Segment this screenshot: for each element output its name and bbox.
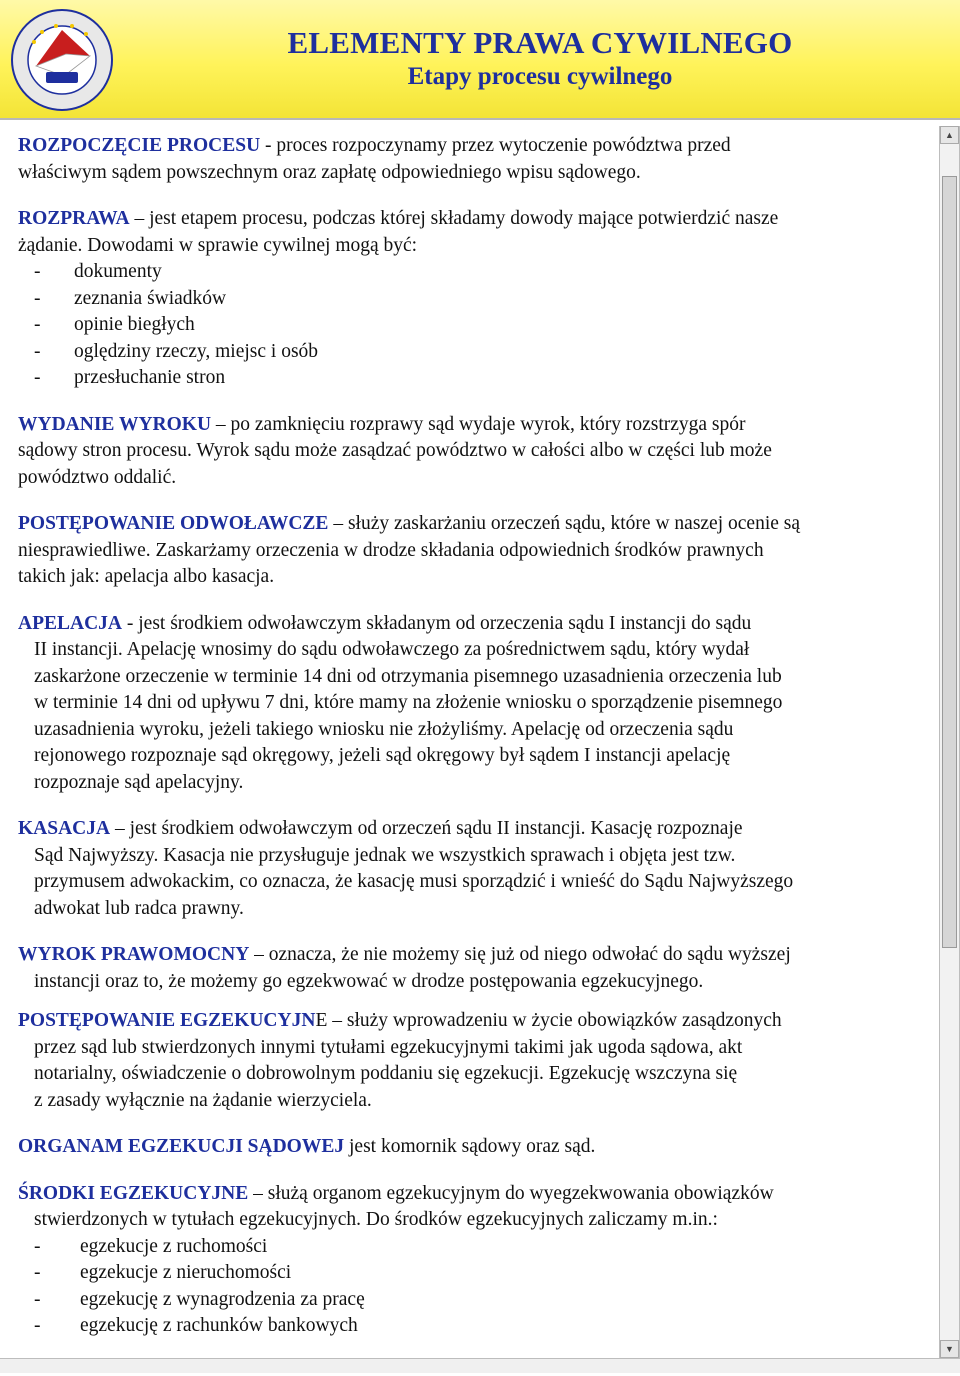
forum-logo-icon: [6, 6, 118, 114]
list-item: - oględziny rzeczy, miejsc i osób: [34, 340, 319, 362]
section-srodki-egzekucyjne: ŚRODKI EGZEKUCYJNE – służą organom egzekucyjnym do wyegzekwowania obowiązków stwierdzonych w tytułach egzekucyjnych. Do środków egzekucyjnych zaliczamy m.in.:: [18, 1182, 774, 1230]
page-subtitle: Etapy procesu cywilnego: [407, 63, 673, 90]
list-item: - dokumenty: [34, 261, 162, 282]
scroll-up-icon[interactable]: ▲: [940, 126, 959, 144]
document-body: [18, 133, 931, 1340]
list-item: - egzekucje z nieruchomości: [34, 1262, 292, 1283]
section-postepowanie-egzekucyjne: POSTĘPOWANIE EGZEKUCYJNE – służy wprowadzeniu w życie obowiązków zasądzonych przez sąd lub stwierdzonych innymi tytułami egzekucyjnymi takimi jak ugoda sądowa, akt notarialny, oświadczenie o dobrowolnym poddaniu się egzekucji. Egzekucję wszczyna się z zasady wyłącznie na żądanie wierzyciela.: [18, 1010, 782, 1111]
section-apelacja: APELACJA - jest środkiem odwoławczym składanym od orzeczenia sądu I instancji do sądu II instancji. Apelację wnosimy do sądu odwoławczego za pośrednictwem sądu, który wydał zaskarżone orzeczenie w terminie 14 dni od otrzymania pisemnego uzasadnienia orzeczenia lub w terminie 14 dni od upływu 7 dni, które mamy na złożenie wniosku o sporządzenie pisemnego uzasadnienia wyroku, jeżeli takiego wniosku nie złożyliśmy. Apelację od orzeczenia sądu rejonowego rozpoznaje sąd okręgowy, jeżeli sąd okręgowy był sądem I instancji apelację rozpoznaje sąd apelacyjny.: [18, 612, 783, 793]
evidence-list: [18, 259, 931, 392]
section-term: WYROK PRAWOMOCNY: [18, 944, 250, 965]
section-rozprawa: ROZPRAWA – jest etapem procesu, podczas której składamy dowody mające potwierdzić nasze żądanie. Dowodami w sprawie cywilnej mogą być:: [18, 208, 779, 256]
section-term: ROZPRAWA: [18, 208, 130, 229]
list-item: - egzekucję z wynagrodzenia za pracę: [34, 1288, 365, 1310]
section-term: ROZPOCZĘCIE PROCESU: [18, 135, 261, 156]
section-organ-egzekucji: ORGANAM EGZEKUCJI SĄDOWEJ jest komornik sądowy oraz sąd.: [18, 1136, 596, 1157]
scroll-thumb[interactable]: [942, 176, 957, 948]
list-item: - egzekucje z ruchomości: [34, 1235, 268, 1257]
list-item: - przesłuchanie stron: [34, 367, 226, 388]
section-kasacja: KASACJA – jest środkiem odwoławczym od orzeczeń sądu II instancji. Kasację rozpoznaje Sąd Najwyższy. Kasacja nie przysługuje jednak we wszystkich sprawach i objęta jest tzw. przymusem adwokackim, co oznacza, że kasację musi sporządzić i wnieść do Sądu Najwyższego adwokat lub radca prawny.: [18, 818, 794, 919]
section-rozpoczecie: ROZPOCZĘCIE PROCESU - proces rozpoczynamy przez wytoczenie powództwa przed właściwym sądem powszechnym oraz zapłatę odpowiedniego wpisu sądowego.: [18, 135, 731, 183]
list-item: - opinie biegłych: [34, 314, 195, 335]
section-term: APELACJA: [18, 612, 123, 634]
section-term: WYDANIE WYROKU: [18, 413, 212, 435]
section-term: ŚRODKI EGZEKUCYJNE: [18, 1182, 249, 1204]
section-wyrok-prawomocny: WYROK PRAWOMOCNY – oznacza, że nie możemy się już od niego odwołać do sądu wyższej instancji oraz to, że możemy go egzekwować w drodze postępowania egzekucyjnego.: [18, 944, 791, 992]
section-postepowanie-odwolawcze: POSTĘPOWANIE ODWOŁAWCZE – służy zaskarżaniu orzeczeń sądu, które w naszej ocenie są niesprawiedliwe. Zaskarżamy orzeczenia w drodze składania odpowiednich środków prawnych takich jak: apelacja albo kasacja.: [18, 513, 801, 587]
list-item: - zeznania świadków: [34, 287, 227, 309]
bottom-bar: [0, 1358, 960, 1373]
section-term: POSTĘPOWANIE ODWOŁAWCZE: [18, 513, 329, 534]
section-term: KASACJA: [18, 818, 111, 839]
vertical-scrollbar[interactable]: [939, 126, 960, 1358]
page-title: ELEMENTY PRAWA CYWILNEGO: [287, 25, 793, 60]
section-wydanie-wyroku: WYDANIE WYROKU – po zamknięciu rozprawy sąd wydaje wyrok, który rozstrzyga spór sądowy stron procesu. Wyrok sądu może zasądzać powództwo w całości albo w części lub może powództwo oddalić.: [18, 413, 772, 488]
section-term: POSTĘPOWANIE EGZEKUCYJN: [18, 1010, 316, 1031]
page-header: [0, 0, 960, 120]
scroll-down-icon[interactable]: ▼: [940, 1340, 959, 1358]
list-item: - egzekucję z rachunków bankowych: [34, 1315, 358, 1336]
enforcement-list: [18, 1234, 931, 1340]
section-term: ORGANAM EGZEKUCJI SĄDOWEJ: [18, 1136, 345, 1157]
